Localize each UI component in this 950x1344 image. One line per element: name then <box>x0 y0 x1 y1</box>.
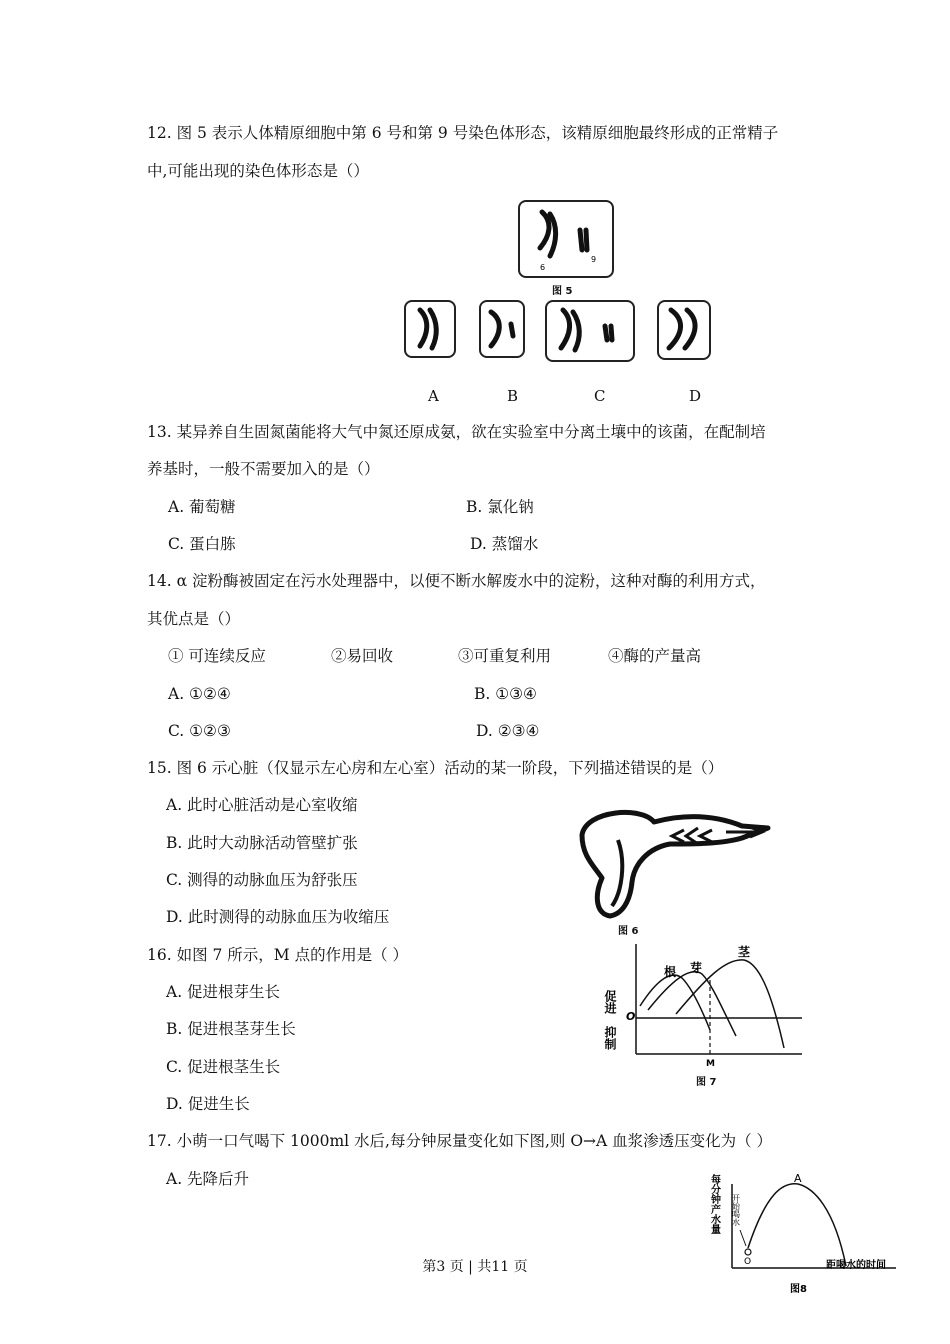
q17-option-a[interactable]: A. 先降后升 <box>166 1170 250 1188</box>
option-c-chromosome-image <box>545 300 635 362</box>
q12-stem-line1: 12. 图 5 表示人体精原细胞中第 6 号和第 9 号染色体形态，该精原细胞最终形成的正常精子 <box>147 124 779 142</box>
fig7-y-inhibit: 抑制 <box>603 1026 617 1050</box>
q15-option-b[interactable]: B. 此时大动脉活动管壁扩张 <box>166 834 358 852</box>
option-c-label[interactable]: C <box>594 387 606 405</box>
fig7-label-bud: 芽 <box>690 961 703 975</box>
q14-option-d[interactable]: D. ②③④ <box>476 722 540 740</box>
figure-5-caption: 图 5 <box>552 286 573 297</box>
fig8-peak-label: A <box>794 1172 802 1185</box>
option-d-chromosome-image <box>657 300 711 360</box>
q15-stem: 15. 图 6 示心脏（仅显示左心房和左心室）活动的某一阶段，下列描述错误的是（） <box>147 759 724 777</box>
fig8-start-arrow <box>740 1230 746 1246</box>
q14-item-3: ③可重复利用 <box>458 647 552 665</box>
fig5-label-9: 9 <box>591 255 597 264</box>
q13-option-d[interactable]: D. 蒸馏水 <box>470 535 539 553</box>
fig7-label-stem: 茎 <box>738 945 751 959</box>
q14-item-4: ④酶的产量高 <box>608 647 702 665</box>
fig8-xlabel: 距喝水的时间 <box>826 1260 886 1271</box>
q13-option-b[interactable]: B. 氯化钠 <box>466 498 534 516</box>
option-a-chromosome-image <box>404 300 456 358</box>
fig8-origin-point <box>745 1249 751 1255</box>
fig7-label-root: 根 <box>664 965 677 979</box>
q15-option-d[interactable]: D. 此时测得的动脉血压为收缩压 <box>166 908 390 926</box>
figure-8-urine-chart <box>710 1164 910 1296</box>
page-footer: 第3 页 | 共11 页 <box>422 1259 528 1275</box>
option-a-label[interactable]: A <box>428 387 439 405</box>
q13-option-c[interactable]: C. 蛋白胨 <box>168 535 236 553</box>
q16-option-c[interactable]: C. 促进根茎生长 <box>166 1058 281 1076</box>
q14-stem-line1: 14. α 淀粉酶被固定在污水处理器中，以便不断水解废水中的淀粉，这种对酶的利用方式， <box>147 572 766 590</box>
fig7-origin: O <box>626 1010 636 1023</box>
fig7-point-m: M <box>706 1059 715 1069</box>
q14-option-b[interactable]: B. ①③④ <box>474 685 537 703</box>
fig8-curve <box>748 1184 846 1266</box>
figure-6-heart-image <box>572 800 777 920</box>
fig8-start-label: 开始喝水 <box>731 1194 741 1226</box>
figure-7-caption: 图 7 <box>696 1077 717 1088</box>
figure-6-caption: 图 6 <box>618 926 639 937</box>
fig5-label-6: 6 <box>540 263 546 272</box>
fig7-y-promote: 促进 <box>603 990 617 1014</box>
q14-option-a[interactable]: A. ①②④ <box>168 685 231 703</box>
q15-option-c[interactable]: C. 测得的动脉血压为舒张压 <box>166 871 358 889</box>
option-d-label[interactable]: D <box>689 387 702 405</box>
q14-option-c[interactable]: C. ①②③ <box>168 722 231 740</box>
q13-stem-line1: 13. 某异养自生固氮菌能将大气中氮还原成氨，欲在实验室中分离土壤中的该菌，在配制培 <box>147 423 766 441</box>
q12-stem-line2: 中,可能出现的染色体形态是（） <box>147 162 369 180</box>
q16-stem: 16. 如图 7 所示，M 点的作用是（ ） <box>147 946 409 964</box>
figure-5-chromosomes <box>518 200 614 278</box>
option-b-chromosome-image <box>479 300 525 358</box>
figure-7-hormone-curves <box>603 938 806 1092</box>
q16-option-a[interactable]: A. 促进根芽生长 <box>166 983 281 1001</box>
q14-stem-line2: 其优点是（） <box>147 610 241 628</box>
q13-option-a[interactable]: A. 葡萄糖 <box>168 498 236 516</box>
fig8-caption: 图8 <box>790 1284 807 1295</box>
q16-option-b[interactable]: B. 促进根茎芽生长 <box>166 1020 296 1038</box>
fig8-origin-label: O <box>744 1257 752 1267</box>
q14-item-2: ②易回收 <box>331 647 394 665</box>
fig7-root-curve <box>640 975 710 1030</box>
chromosome-6-9-image <box>520 202 612 276</box>
option-b-label[interactable]: B <box>507 387 519 405</box>
q17-stem: 17. 小萌一口气喝下 1000ml 水后,每分钟尿量变化如下图,则 O→A 血浆渗透压变化为（ ） <box>147 1132 773 1150</box>
q14-item-1: ① 可连续反应 <box>168 647 266 665</box>
q13-stem-line2: 养基时，一般不需要加入的是（） <box>147 460 380 478</box>
q15-option-a[interactable]: A. 此时心脏活动是心室收缩 <box>166 796 358 814</box>
q16-option-d[interactable]: D. 促进生长 <box>166 1095 250 1113</box>
fig8-ylabel: 每分钟产水量 <box>708 1174 720 1234</box>
